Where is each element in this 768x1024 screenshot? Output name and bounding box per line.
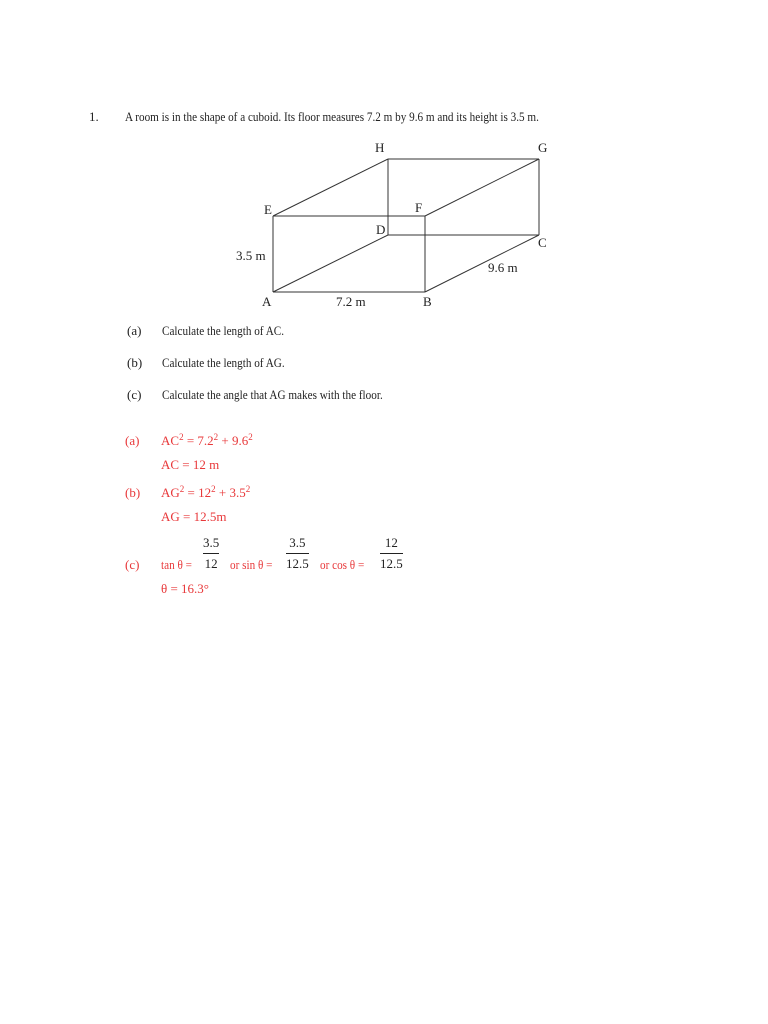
vertex-label-f: F xyxy=(415,200,423,215)
part-text-c: Calculate the angle that AG makes with the floor. xyxy=(162,387,383,402)
sin-denominator: 12.5 xyxy=(286,556,309,571)
answer-c-result: θ = 16.3° xyxy=(161,581,210,596)
question-text: A room is in the shape of a cuboid. Its floor measures 7.2 m by 9.6 m and its height is 3.5 m. xyxy=(125,109,539,124)
answer-a-equation: $AC^2 = 7.2^2 + 9.6^2$ xyxy=(161,432,253,448)
cuboid-diagram xyxy=(0,0,768,320)
vertex-label-c: C xyxy=(538,235,547,250)
answer-label-b: (b) xyxy=(125,485,141,500)
edge-bc xyxy=(425,235,539,292)
tan-denominator: 12 xyxy=(204,556,218,571)
answer-label-a: (a) xyxy=(125,433,140,448)
cos-fraction xyxy=(380,536,403,570)
vertex-label-d: D xyxy=(376,222,386,237)
width-label: 7.2 m xyxy=(336,294,366,309)
vertex-label-h: H xyxy=(375,140,385,155)
edge-ad xyxy=(273,235,388,292)
answer-b-result: AG = 12.5m xyxy=(161,509,227,524)
edge-eh xyxy=(273,159,388,216)
tan-prefix: tan θ = xyxy=(161,557,192,572)
answer-a-result: AC = 12 m xyxy=(161,457,220,472)
height-label: 3.5 m xyxy=(236,248,266,263)
part-label-b: (b) xyxy=(127,355,143,370)
part-text-a: Calculate the length of AC. xyxy=(162,323,285,338)
part-label-c: (c) xyxy=(127,387,142,402)
cos-prefix: or cos θ = xyxy=(320,557,365,572)
cos-numerator: 12 xyxy=(384,535,398,550)
answer-b-equation: $AG^2 = 12^2 + 3.5^2$ xyxy=(161,484,251,500)
sin-prefix: or sin θ = xyxy=(230,557,273,572)
vertex-label-e: E xyxy=(264,202,272,217)
answer-label-c: (c) xyxy=(125,557,140,572)
vertex-label-b: B xyxy=(423,294,432,309)
vertex-label-g: G xyxy=(538,140,548,155)
tan-fraction xyxy=(203,536,219,570)
part-text-b: Calculate the length of AG. xyxy=(162,355,285,370)
vertex-label-a: A xyxy=(262,294,272,309)
cos-denominator: 12.5 xyxy=(380,556,403,571)
sin-numerator: 3.5 xyxy=(289,535,306,550)
part-label-a: (a) xyxy=(127,323,142,338)
edge-fg xyxy=(425,159,539,216)
depth-label: 9.6 m xyxy=(488,260,518,275)
tan-numerator: 3.5 xyxy=(203,535,220,550)
sin-fraction xyxy=(286,536,309,570)
question-number: 1. xyxy=(89,109,99,124)
